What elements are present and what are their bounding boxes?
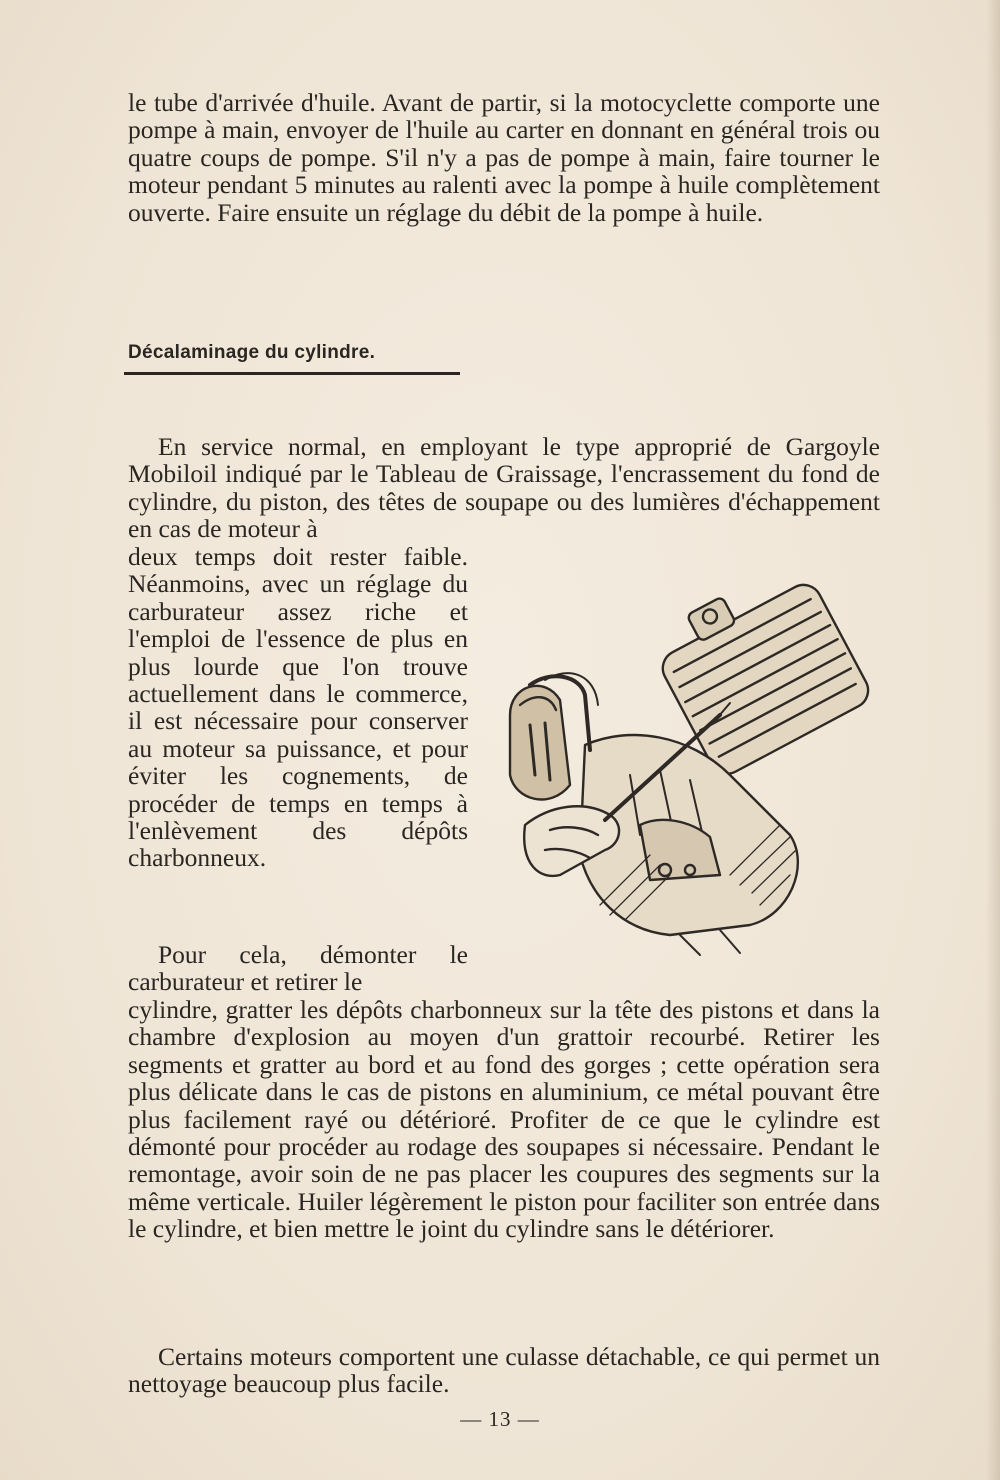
heading-underline bbox=[124, 372, 460, 375]
paragraph-normal-service: En service normal, en employant le type approprié de Gargoyle Mobiloil indiqué par le Tableau de Graissage, l'encrassement du fond de cylindre, du piston, des têtes de soupape ou des lumières d'échappement en cas de moteur à bbox=[128, 432, 880, 544]
page-spine-shadow bbox=[986, 0, 1000, 1480]
paragraph-normal-service-continued: deux temps doit rester faible. Néanmoins, avec un réglage du carburateur assez riche et l'emploi de l'essence de plus en plus lourde que l'on trouve actuellement dans le commerce, il est nécessaire pour conserver au moteur sa puissance, et pour éviter les cognements, de procéder de temps en temps à l'enlèvement des dépôts charbonneux. bbox=[128, 542, 468, 873]
page-number: — 13 — bbox=[460, 1407, 540, 1431]
paragraph-oil-pump: le tube d'arrivée d'huile. Avant de partir, si la motocyclette comporte une pompe à main, envoyer de l'huile au carter en donnant en général trois ou quatre coups de pompe. S'il n'y a pas de pompe à main, faire tourner le moteur pendant 5 minutes au ralenti avec la pompe à huile complètement ouverte. Faire ensuite un réglage du débit de la pompe à huile. bbox=[128, 88, 880, 227]
paragraph-procedure-continued: cylindre, gratter les dépôts charbonneux sur la tête des pistons et dans la chambre d'explosion au moyen d'un grattoir recourbé. Retirer les segments et gratter au bord et au fond des gorges ; cette opération sera plus délicate dans le cas de pistons en aluminium, ce métal pouvant être plus facilement rayé ou détérioré. Profiter de ce que le cylindre est démonté pour procéder au rodage des soupapes si nécessaire. Pendant le remontage, avoir soin de ne pas placer les coupures des segments sur la même verticale. Huiler légèrement le piston pour faciliter son entrée dans le cylindre, et bien mettre le joint du cylindre sans le détériorer. bbox=[128, 995, 880, 1244]
paragraph-detachable-head: Certains moteurs comportent une culasse détachable, ce qui permet un nettoyage beaucoup plus facile. bbox=[128, 1342, 880, 1399]
engine-illustration bbox=[490, 575, 890, 965]
paragraph-procedure: Pour cela, démonter le carburateur et retirer le bbox=[128, 940, 468, 997]
section-heading: Décalaminage du cylindre. bbox=[128, 342, 376, 363]
